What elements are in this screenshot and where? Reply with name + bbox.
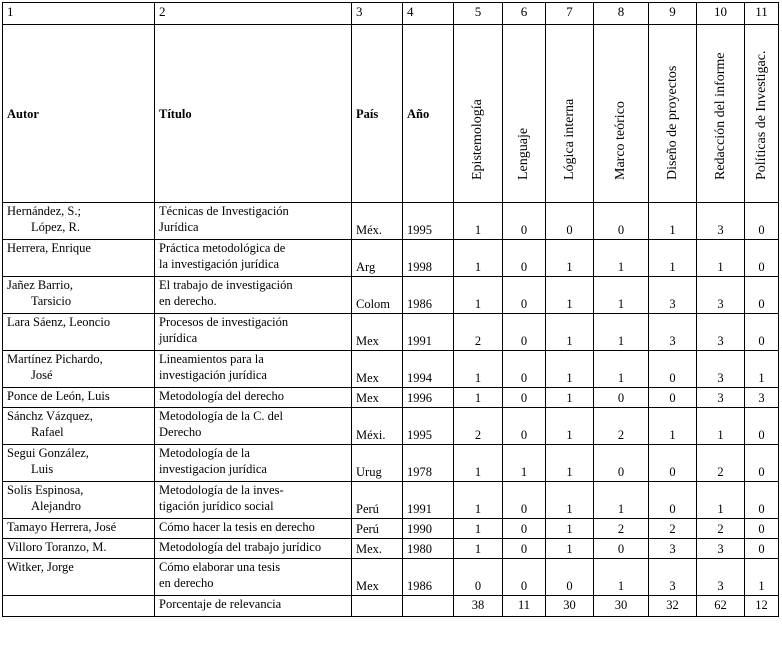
titulo-cell — [155, 519, 352, 539]
anio-cell: 1986 — [403, 277, 454, 314]
score-cell: 1 — [697, 240, 745, 277]
score-cell: 3 — [697, 277, 745, 314]
score-cell: 3 — [649, 277, 697, 314]
footer-empty — [403, 596, 454, 617]
footer-row — [3, 596, 779, 617]
score-cell: 2 — [454, 408, 503, 445]
score-cell: 0 — [745, 277, 779, 314]
score-cell: 1 — [454, 203, 503, 240]
autor-cell — [3, 351, 155, 388]
colnum: 5 — [454, 3, 503, 25]
score-cell: 1 — [454, 351, 503, 388]
titulo-line2: Derecho — [159, 425, 202, 439]
colnum: 7 — [546, 3, 594, 25]
score-cell: 1 — [546, 519, 594, 539]
score-cell: 1 — [594, 240, 649, 277]
autor-line1: Hernández, S.; — [7, 204, 81, 218]
score-cell: 1 — [454, 482, 503, 519]
pais-cell: Arg — [352, 240, 403, 277]
score-cell: 3 — [697, 314, 745, 351]
score-cell: 0 — [503, 559, 546, 596]
header-autor: Autor — [3, 25, 155, 203]
score-cell: 1 — [745, 559, 779, 596]
table-row — [3, 203, 779, 240]
autor-line2: José — [31, 368, 53, 382]
autor-line1: Martínez Pichardo, — [7, 352, 103, 366]
table-row — [3, 240, 779, 277]
score-cell: 0 — [503, 240, 546, 277]
score-cell: 0 — [503, 277, 546, 314]
score-cell: 1 — [697, 408, 745, 445]
pais-cell: Méx. — [352, 203, 403, 240]
autor-line1: Villoro Toranzo, M. — [7, 540, 107, 554]
score-cell: 0 — [745, 482, 779, 519]
score-cell: 0 — [594, 445, 649, 482]
percentage-cell: 12 — [745, 596, 779, 617]
titulo-line1: El trabajo de investigación — [159, 278, 293, 292]
score-cell: 0 — [546, 559, 594, 596]
pais-cell: Méxi. — [352, 408, 403, 445]
percentage-cell: 38 — [454, 596, 503, 617]
score-cell: 0 — [745, 408, 779, 445]
score-cell: 1 — [649, 408, 697, 445]
titulo-line2: la investigación jurídica — [159, 257, 280, 271]
percentage-cell: 30 — [546, 596, 594, 617]
autor-cell — [3, 314, 155, 351]
score-cell: 1 — [594, 482, 649, 519]
score-cell: 3 — [649, 539, 697, 559]
score-cell: 2 — [649, 519, 697, 539]
pais-cell: Perú — [352, 482, 403, 519]
score-cell: 0 — [745, 445, 779, 482]
autor-line1: Tamayo Herrera, José — [7, 520, 117, 534]
anio-cell: 1998 — [403, 240, 454, 277]
score-cell: 0 — [503, 539, 546, 559]
score-cell: 1 — [546, 445, 594, 482]
autor-line1: Sánchz Vázquez, — [7, 409, 93, 423]
colnum: 6 — [503, 3, 546, 25]
percentage-cell: 32 — [649, 596, 697, 617]
titulo-cell — [155, 351, 352, 388]
relevance-table — [2, 2, 779, 617]
score-cell: 0 — [649, 482, 697, 519]
footer-label: Porcentaje de relevancia — [155, 596, 352, 617]
titulo-line1: Metodología de la inves- — [159, 483, 284, 497]
score-cell: 1 — [454, 277, 503, 314]
autor-line1: Witker, Jorge — [7, 560, 74, 574]
titulo-line2: jurídica — [159, 331, 198, 345]
score-cell: 2 — [454, 314, 503, 351]
score-cell: 0 — [745, 240, 779, 277]
header-lenguaje: Lenguaje — [503, 25, 546, 203]
percentage-cell: 30 — [594, 596, 649, 617]
header-anio: Año — [403, 25, 454, 203]
titulo-line2: Jurídica — [159, 220, 199, 234]
score-cell: 1 — [546, 539, 594, 559]
table-row — [3, 351, 779, 388]
score-cell: 1 — [594, 351, 649, 388]
anio-cell: 1978 — [403, 445, 454, 482]
score-cell: 3 — [697, 388, 745, 408]
score-cell: 0 — [649, 445, 697, 482]
autor-cell — [3, 388, 155, 408]
table-row — [3, 559, 779, 596]
titulo-line1: Técnicas de Investigación — [159, 204, 289, 218]
titulo-cell — [155, 240, 352, 277]
autor-cell — [3, 559, 155, 596]
score-cell: 1 — [546, 314, 594, 351]
column-number-row — [3, 3, 779, 25]
score-cell: 3 — [649, 559, 697, 596]
score-cell: 0 — [503, 388, 546, 408]
titulo-cell — [155, 277, 352, 314]
score-cell: 2 — [594, 519, 649, 539]
autor-cell — [3, 519, 155, 539]
score-cell: 1 — [503, 445, 546, 482]
score-cell: 2 — [594, 408, 649, 445]
score-cell: 3 — [649, 314, 697, 351]
table-row — [3, 408, 779, 445]
autor-cell — [3, 277, 155, 314]
header-pais: País — [352, 25, 403, 203]
titulo-line2: investigación jurídica — [159, 368, 267, 382]
titulo-line2: investigacion jurídica — [159, 462, 267, 476]
colnum: 1 — [3, 3, 155, 25]
autor-line2: Alejandro — [31, 499, 81, 513]
titulo-cell — [155, 408, 352, 445]
titulo-line1: Procesos de investigación — [159, 315, 289, 329]
table-row — [3, 539, 779, 559]
header-redaccion-informe: Redacción del informe — [697, 25, 745, 203]
autor-line2: Rafael — [31, 425, 64, 439]
table-row — [3, 388, 779, 408]
score-cell: 0 — [503, 482, 546, 519]
titulo-line1: Lineamientos para la — [159, 352, 264, 366]
percentage-cell: 62 — [697, 596, 745, 617]
percentage-cell: 11 — [503, 596, 546, 617]
score-cell: 1 — [697, 482, 745, 519]
score-cell: 0 — [503, 314, 546, 351]
score-cell: 3 — [697, 559, 745, 596]
titulo-cell — [155, 482, 352, 519]
score-cell: 1 — [745, 351, 779, 388]
score-cell: 1 — [594, 559, 649, 596]
titulo-line1: Metodología del derecho — [159, 389, 284, 403]
titulo-cell — [155, 388, 352, 408]
autor-line1: Lara Sáenz, Leoncio — [7, 315, 111, 329]
score-cell: 0 — [649, 388, 697, 408]
score-cell: 1 — [454, 539, 503, 559]
autor-line2: López, R. — [31, 220, 80, 234]
pais-cell: Mex — [352, 314, 403, 351]
score-cell: 1 — [454, 240, 503, 277]
header-epistemologia: Epistemología — [454, 25, 503, 203]
score-cell: 0 — [745, 539, 779, 559]
titulo-cell — [155, 203, 352, 240]
score-cell: 1 — [594, 314, 649, 351]
score-cell: 0 — [503, 203, 546, 240]
autor-cell — [3, 240, 155, 277]
titulo-line1: Cómo hacer la tesis en derecho — [159, 520, 315, 534]
autor-cell — [3, 445, 155, 482]
score-cell: 0 — [503, 351, 546, 388]
titulo-cell — [155, 314, 352, 351]
score-cell: 0 — [649, 351, 697, 388]
score-cell: 0 — [594, 388, 649, 408]
anio-cell: 1990 — [403, 519, 454, 539]
titulo-cell — [155, 539, 352, 559]
autor-line1: Jañez Barrio, — [7, 278, 73, 292]
score-cell: 0 — [594, 539, 649, 559]
titulo-cell — [155, 559, 352, 596]
score-cell: 1 — [649, 240, 697, 277]
table-row — [3, 445, 779, 482]
header-row — [3, 25, 779, 203]
score-cell: 1 — [546, 351, 594, 388]
pais-cell: Colom — [352, 277, 403, 314]
header-politicas-investigacion: Políticas de Investigac. — [745, 25, 779, 203]
colnum: 8 — [594, 3, 649, 25]
autor-line2: Luis — [31, 462, 54, 476]
pais-cell: Mex — [352, 559, 403, 596]
footer-empty — [352, 596, 403, 617]
score-cell: 1 — [546, 277, 594, 314]
header-marco-teorico: Marco teórico — [594, 25, 649, 203]
titulo-line2: en derecho. — [159, 294, 217, 308]
colnum: 2 — [155, 3, 352, 25]
score-cell: 0 — [745, 519, 779, 539]
autor-line2: Tarsicio — [31, 294, 72, 308]
score-cell: 3 — [697, 351, 745, 388]
anio-cell: 1994 — [403, 351, 454, 388]
autor-cell — [3, 203, 155, 240]
titulo-line1: Metodología de la C. del — [159, 409, 283, 423]
pais-cell: Mex — [352, 388, 403, 408]
colnum: 10 — [697, 3, 745, 25]
anio-cell: 1995 — [403, 203, 454, 240]
footer-empty — [3, 596, 155, 617]
score-cell: 0 — [745, 314, 779, 351]
score-cell: 1 — [546, 388, 594, 408]
titulo-line2: en derecho — [159, 576, 214, 590]
score-cell: 1 — [454, 519, 503, 539]
score-cell: 0 — [503, 408, 546, 445]
pais-cell: Perú — [352, 519, 403, 539]
score-cell: 0 — [745, 203, 779, 240]
anio-cell: 1996 — [403, 388, 454, 408]
table-row — [3, 482, 779, 519]
score-cell: 2 — [697, 445, 745, 482]
titulo-line1: Cómo elaborar una tesis — [159, 560, 281, 574]
anio-cell: 1991 — [403, 314, 454, 351]
table-row — [3, 314, 779, 351]
autor-line1: Herrera, Enrique — [7, 241, 91, 255]
colnum: 11 — [745, 3, 779, 25]
anio-cell: 1991 — [403, 482, 454, 519]
score-cell: 1 — [546, 408, 594, 445]
pais-cell: Mex. — [352, 539, 403, 559]
autor-cell — [3, 408, 155, 445]
score-cell: 1 — [594, 277, 649, 314]
score-cell: 3 — [745, 388, 779, 408]
score-cell: 3 — [697, 539, 745, 559]
autor-cell — [3, 539, 155, 559]
pais-cell: Urug — [352, 445, 403, 482]
score-cell: 2 — [697, 519, 745, 539]
score-cell: 0 — [546, 203, 594, 240]
pais-cell: Mex — [352, 351, 403, 388]
anio-cell: 1986 — [403, 559, 454, 596]
score-cell: 1 — [454, 445, 503, 482]
autor-line1: Ponce de León, Luis — [7, 389, 110, 403]
colnum: 3 — [352, 3, 403, 25]
score-cell: 1 — [454, 388, 503, 408]
autor-line1: Solís Espinosa, — [7, 483, 84, 497]
titulo-line1: Metodología de la — [159, 446, 250, 460]
score-cell: 0 — [454, 559, 503, 596]
score-cell: 0 — [594, 203, 649, 240]
header-logica-interna: Lógica interna — [546, 25, 594, 203]
score-cell: 1 — [649, 203, 697, 240]
table-row — [3, 519, 779, 539]
colnum: 4 — [403, 3, 454, 25]
anio-cell: 1980 — [403, 539, 454, 559]
anio-cell: 1995 — [403, 408, 454, 445]
score-cell: 1 — [546, 240, 594, 277]
autor-line1: Segui González, — [7, 446, 89, 460]
score-cell: 3 — [697, 203, 745, 240]
score-cell: 0 — [503, 519, 546, 539]
autor-cell — [3, 482, 155, 519]
titulo-line2: tigación jurídico social — [159, 499, 274, 513]
header-titulo: Título — [155, 25, 352, 203]
colnum: 9 — [649, 3, 697, 25]
titulo-line1: Metodología del trabajo jurídico — [159, 540, 322, 554]
titulo-line1: Práctica metodológica de — [159, 241, 286, 255]
table-row — [3, 277, 779, 314]
header-diseno-proyectos: Diseño de proyectos — [649, 25, 697, 203]
titulo-cell — [155, 445, 352, 482]
score-cell: 1 — [546, 482, 594, 519]
